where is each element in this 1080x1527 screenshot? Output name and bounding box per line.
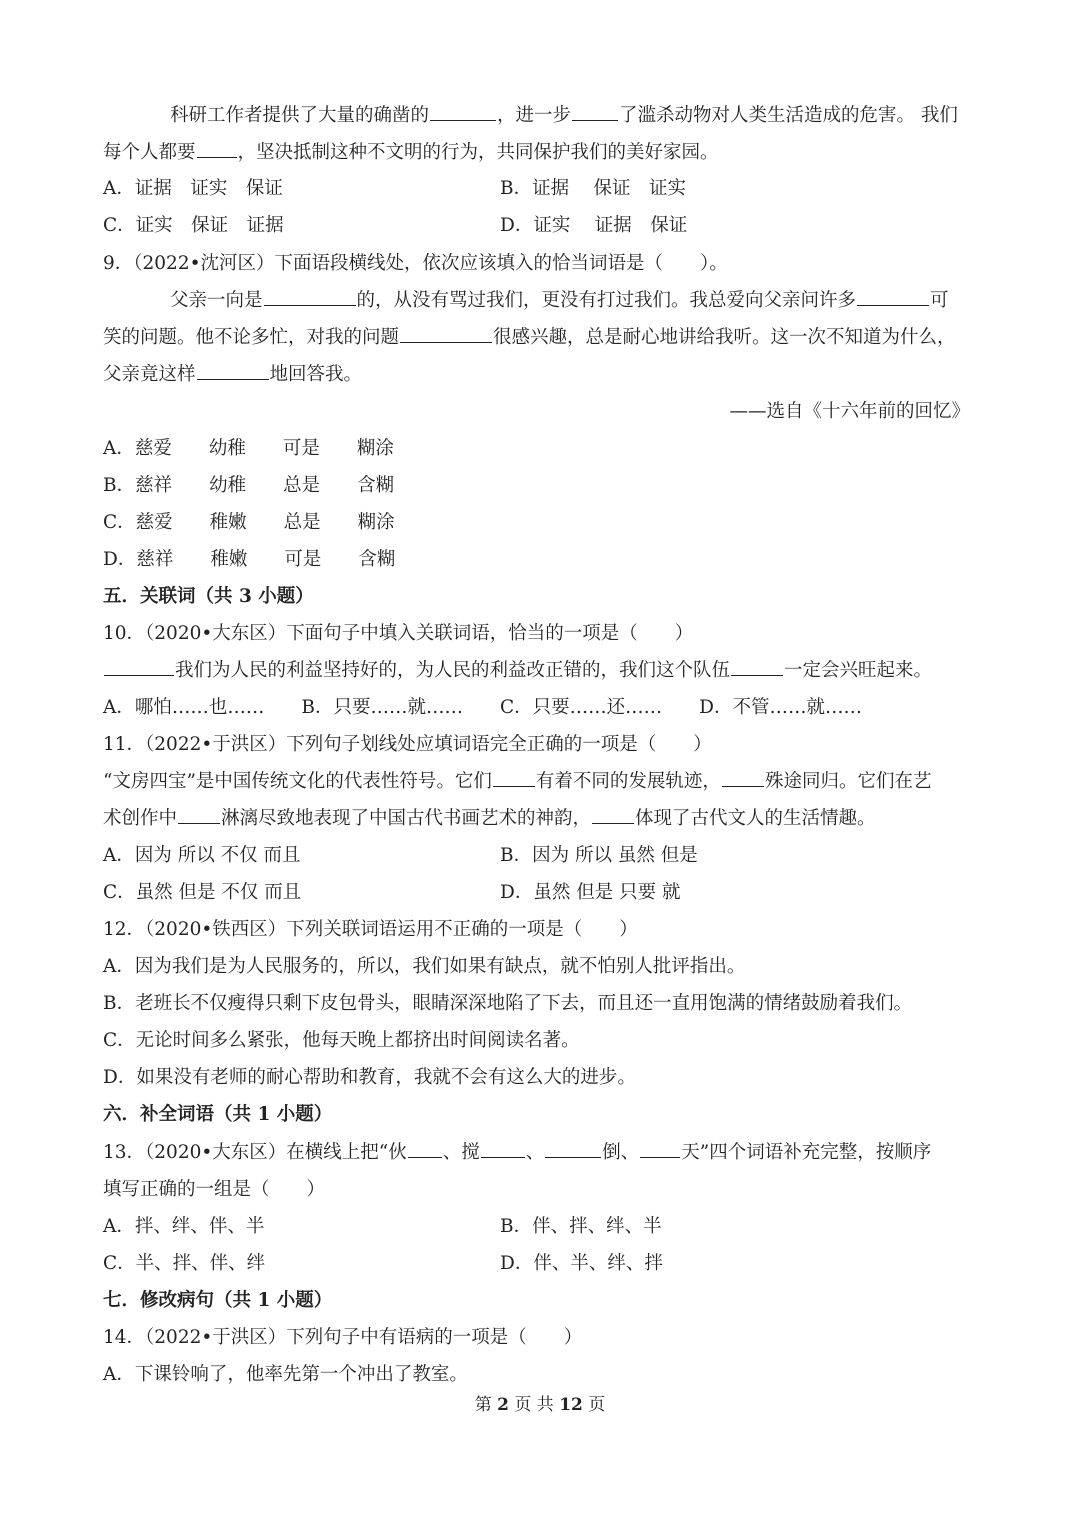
q9-passage-line-2: 笑的问题。他不论多忙，对我的问题 很感兴趣，总是耐心地讲给我听。这一次不知道为什么， <box>103 323 956 353</box>
answer-blank <box>400 324 492 343</box>
answer-blank <box>592 805 634 824</box>
q11-option-d: D．虽然 但是 只要 就 <box>500 882 681 903</box>
page-footer: 第 2 页 共 12 页 <box>474 1395 606 1415</box>
q13-stem-line-2: 填写正确的一组是（ ） <box>103 1179 326 1200</box>
q9-option-c: C．慈爱 稚嫩 总是 糊涂 <box>103 512 395 533</box>
q9-passage-line-1: 父亲一向是 的，从没有骂过我们，更没有打过我们。我总爱向父亲问许多 可 <box>170 286 949 316</box>
answer-blank <box>545 1139 601 1158</box>
section-heading-6: 六．补全词语（共 1 小题） <box>103 1104 333 1125</box>
q8-option-d: D．证实 证据 保证 <box>500 215 688 236</box>
answer-blank <box>104 657 174 676</box>
q9-option-b: B．慈祥 幼稚 总是 含糊 <box>103 475 395 496</box>
section-heading-5: 五．关联词（共 3 小题） <box>103 586 314 607</box>
answer-blank <box>197 139 237 158</box>
q11-passage-line-1: “文房四宝”是中国传统文化的代表性符号。它们 有着不同的发展轨迹， 殊途同归。它们在艺 <box>103 767 931 797</box>
answer-blank <box>731 657 783 676</box>
q13-stem-line-1: 13．（2020•大东区）在横线上把“伙 、搅 、 倒、 天”四个词语补充完整，按顺序 <box>103 1138 931 1168</box>
q9-passage-line-3: 父亲竟这样 地回答我。 <box>103 360 362 390</box>
q13-option-d: D．伴、半、绊、拌 <box>500 1253 663 1274</box>
answer-blank <box>430 102 496 121</box>
q10-sentence: 我们为人民的利益坚持好的，为人民的利益改正错的，我们这个队伍 一定会兴旺起来。 <box>103 656 932 686</box>
q12-option-a: A．因为我们是为人民服务的，所以，我们如果有缺点，就不怕别人批评指出。 <box>103 956 746 977</box>
answer-blank <box>722 768 764 787</box>
q11-option-b: B．因为 所以 虽然 但是 <box>500 845 698 866</box>
q11-option-c: C．虽然 但是 不仅 而且 <box>103 882 302 903</box>
q13-option-c: C．半、拌、伴、绊 <box>103 1253 266 1274</box>
q9-option-d: D．慈祥 稚嫩 可是 含糊 <box>103 549 396 570</box>
answer-blank <box>493 768 535 787</box>
q10-stem: 10．（2020•大东区）下面句子中填入关联词语，恰当的一项是（ ） <box>103 623 694 644</box>
q9-stem: 9．（2022•沈河区）下面语段横线处，依次应该填入的恰当词语是（ ）。 <box>103 253 728 274</box>
q8-passage-line-2: 每个人都要 ，坚决抵制这种不文明的行为，共同保护我们的美好家园。 <box>103 138 719 168</box>
answer-blank <box>481 1139 525 1158</box>
q12-stem: 12．（2020•铁西区）下列关联词语运用不正确的一项是（ ） <box>103 919 638 940</box>
q8-option-c: C．证实 保证 证据 <box>103 215 284 236</box>
answer-blank <box>178 805 220 824</box>
q13-option-b: B．伴、拌、绊、半 <box>500 1216 662 1237</box>
answer-blank <box>197 361 269 380</box>
q11-option-a: A．因为 所以 不仅 而且 <box>103 845 301 866</box>
q12-option-b: B．老班长不仅瘦得只剩下皮包骨头，眼睛深深地陷了下去，而且还一直用饱满的情绪鼓励着我们。 <box>103 993 913 1014</box>
q12-option-d: D．如果没有老师的耐心帮助和教育，我就不会有这么大的进步。 <box>103 1067 636 1088</box>
current-page-number: 2 <box>497 1395 509 1415</box>
answer-blank <box>408 1139 442 1158</box>
total-page-count: 12 <box>559 1395 583 1415</box>
q13-option-a: A．拌、绊、伴、半 <box>103 1216 265 1237</box>
answer-blank <box>264 287 356 306</box>
q8-option-a: A．证据 证实 保证 <box>103 178 283 199</box>
q10-options: A．哪怕……也…… B．只要……就…… C．只要……还…… D．不管……就…… <box>103 697 862 718</box>
q9-option-a: A．慈爱 幼稚 可是 糊涂 <box>103 438 394 459</box>
q12-option-c: C．无论时间多么紧张，他每天晚上都挤出时间阅读名著。 <box>103 1030 580 1051</box>
q8-option-b: B．证据 保证 证实 <box>500 178 686 199</box>
answer-blank <box>640 1139 680 1158</box>
q14-stem: 14．（2022•于洪区）下列句子中有语病的一项是（ ） <box>103 1327 583 1348</box>
q14-option-a: A．下课铃响了，他率先第一个冲出了教室。 <box>103 1364 468 1385</box>
q9-source: ——选自《十六年前的回忆》 <box>729 401 970 422</box>
q11-stem: 11．（2022•于洪区）下列句子划线处应填词语完全正确的一项是（ ） <box>103 734 712 755</box>
q8-passage-line-1: 科研工作者提供了大量的确凿的 ，进一步 了滥杀动物对人类生活造成的危害。 我们 <box>170 101 958 131</box>
answer-blank <box>857 287 929 306</box>
q11-passage-line-2: 术创作中 淋漓尽致地表现了中国古代书画艺术的神韵， 体现了古代文人的生活情趣。 <box>103 804 876 834</box>
answer-blank <box>572 102 618 121</box>
section-heading-7: 七．修改病句（共 1 小题） <box>103 1290 333 1311</box>
